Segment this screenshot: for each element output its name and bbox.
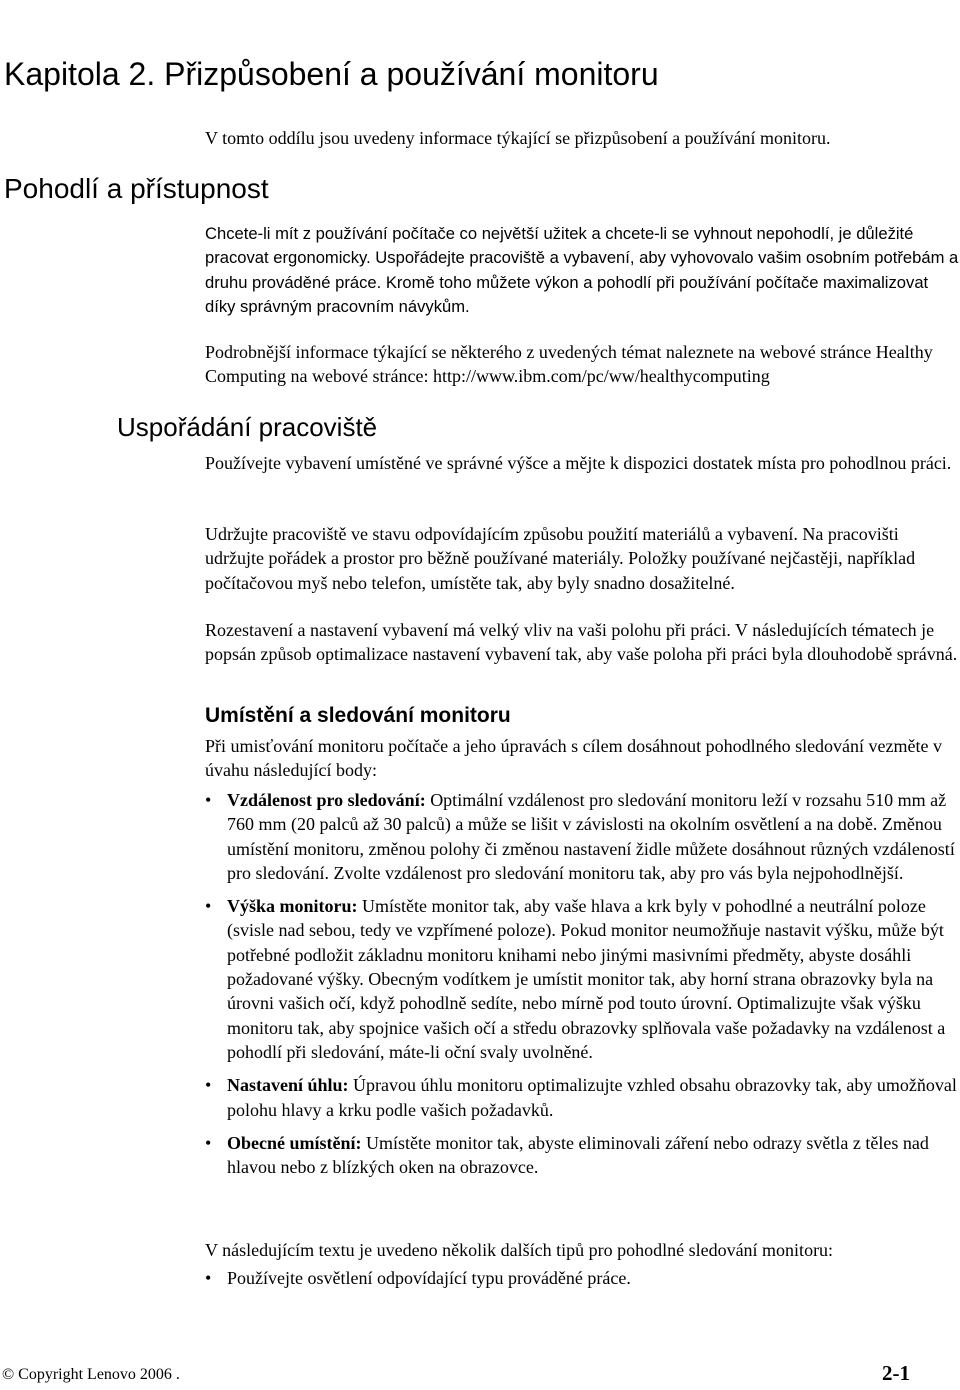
bullet-icon: •: [205, 1075, 212, 1096]
bullet-icon: •: [205, 1132, 212, 1153]
bullet-icon: •: [205, 790, 212, 810]
page-number: 2-1: [882, 1361, 910, 1385]
monitor-placement-intro: Při umisťování monitoru počítače a jeho úpravách s cílem dosáhnout pohodlného sledování vezměte v úvahu následující body:: [205, 736, 943, 781]
monitor-placement-heading: Umístění a sledování monitoru: [205, 704, 511, 727]
additional-tips-list: [205, 1266, 960, 1299]
list-item: [205, 1266, 960, 1290]
list-item-text: Úpravou úhlu monitoru optimalizujte vzhled obsahu obrazovky tak, aby umožňoval polohu hlavy a krku podle vašich požadavků.: [227, 1075, 957, 1120]
footer-copyright: © Copyright Lenovo 2006 .: [2, 1366, 180, 1383]
additional-tips-paragraph: V následujícím textu je uvedeno několik dalších tipů pro pohodlné sledování monitoru:: [205, 1240, 834, 1260]
bullet-icon: •: [205, 1268, 212, 1288]
workplace-order-paragraph: Udržujte pracoviště ve stavu odpovídajícím způsobu použití materiálů a vybavení. Na pracovišti udržujte pořádek a prostor pro běžně používané materiály. Položky používané nejčastěji, například počítačovou myš nebo telefon, umístěte tak, aby byly snadno dosažitelné.: [205, 524, 916, 593]
list-item-text: Umístěte monitor tak, aby vaše hlava a krk byly v pohodlné a neutrální poloze (svisle nad sebou, tedy ve vzpřímené poloze). Pokud monitor neumožňuje nastavit výšku, může být potřebné podložit základnu monitoru knihami nebo jinými masivními předměty, abyste dosáhli požadované výšky. Obecným vodítkem je umístit monitor tak, aby horní strana obrazovky byla na úrovni vašich očí, když pohodlně sedíte, nebo mírně pod touto úrovní. Optimalizujte však výšku monitoru tak, aby spojnice vašich očí a středu obrazovky splňovala vaše požadavky na vzdálenost a pohodlí při sledování, máte-li oční svaly uvolněné.: [227, 896, 946, 1062]
list-item-term: Nastavení úhlu:: [227, 1075, 349, 1096]
healthy-computing-paragraph: Podrobnější informace týkající se některého z uvedených témat naleznete na webové stránce Healthy Computing na webové stránce: http://www.ibm.com/pc/ww/healthycomputing: [205, 342, 933, 387]
list-item: [205, 788, 960, 885]
monitor-tips-list: [205, 788, 960, 1188]
list-item-term: Výška monitoru:: [227, 896, 358, 917]
list-item-text: Umístěte monitor tak, abyste eliminovali záření nebo odrazy světla z těles nad hlavou nebo z blízkých oken na obrazovce.: [227, 1132, 929, 1178]
list-item: [205, 1073, 960, 1122]
list-item-term: Vzdálenost pro sledování:: [227, 790, 426, 810]
section-title: Pohodlí a přístupnost: [4, 173, 269, 204]
list-item-text: Optimální vzdálenost pro sledování monitoru leží v rozsahu 510 mm až 760 mm (20 palců až 30 palců) a může se lišit v závislosti na okolním osvětlení a na době. Změnou umístění monitoru, změnou polohy či změnou nastavení židle můžete dosáhnout různých vzdáleností pro sledování. Zvolte vzdálenost pro sledování monitoru tak, aby pro vás byla nejpohodlnější.: [227, 790, 955, 883]
ergonomics-paragraph: Chcete-li mít z používání počítače co největší užitek a chcete-li se vyhnout nepohodlí, je důležité pracovat ergonomicky. Uspořádejte pracoviště a vybavení, aby vyhovovalo vašim osobním potřebám a druhu prováděné práce. Kromě toho můžete výkon a pohodlí při používání počítače maximalizovat díky správným pracovním návykům.: [205, 224, 959, 317]
list-item-term: Obecné umístění:: [227, 1132, 362, 1153]
list-item: [205, 1131, 960, 1180]
workplace-heading: Uspořádání pracoviště: [117, 412, 378, 442]
list-item-text: Používejte osvětlení odpovídající typu prováděné práce.: [227, 1268, 631, 1288]
equipment-layout-paragraph: Rozestavení a nastavení vybavení má velký vliv na vaši polohu při práci. V následujících tématech je popsán způsob optimalizace nastavení vybavení tak, aby vaše poloha při práci byla dlouhodobě správná.: [205, 620, 958, 665]
intro-paragraph: V tomto oddílu jsou uvedeny informace týkající se přizpůsobení a používání monitoru.: [205, 128, 831, 148]
equipment-height-paragraph: Používejte vybavení umístěné ve správné výšce a mějte k dispozici dostatek místa pro pohodlnou práci.: [205, 453, 952, 473]
list-item: [205, 894, 960, 1064]
chapter-title: Kapitola 2. Přizpůsobení a používání monitoru: [4, 56, 659, 92]
bullet-icon: •: [205, 896, 212, 917]
